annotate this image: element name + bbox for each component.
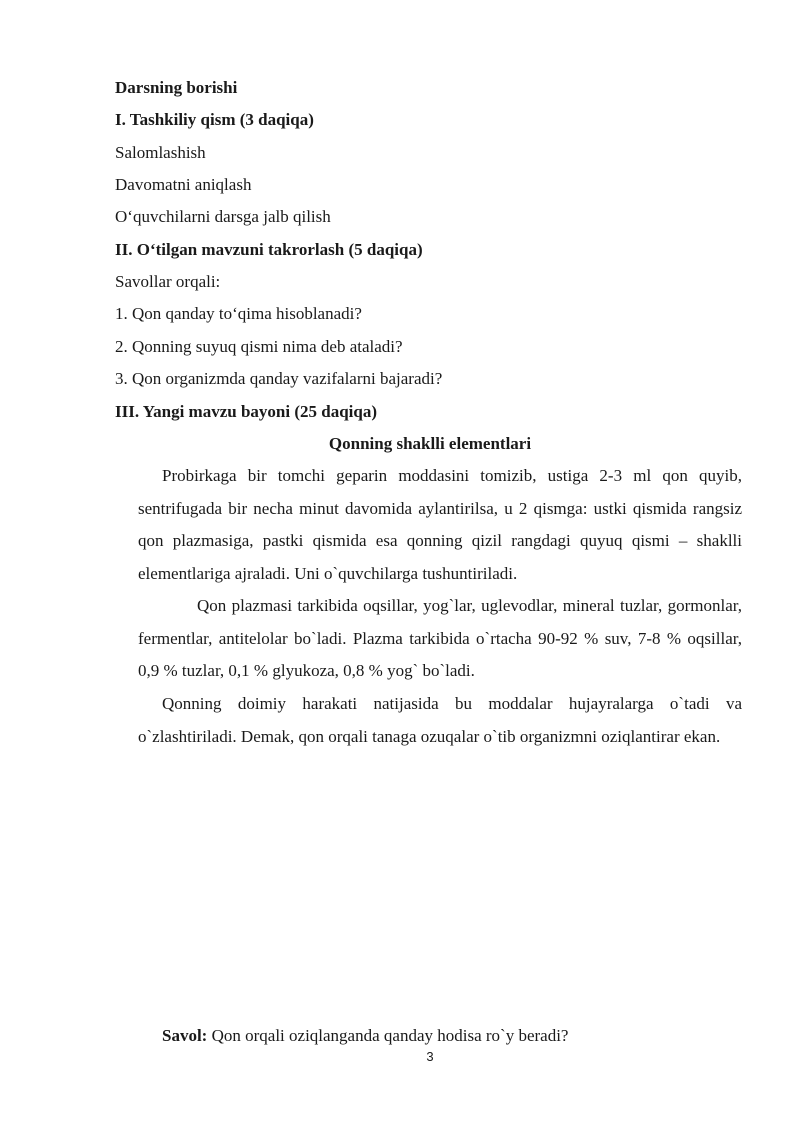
section-3-title: III. Yangi mavzu bayoni (25 daqiqa)	[115, 402, 377, 421]
review-question: 3. Qon organizmda qanday vazifalarni bajaradi?	[115, 369, 443, 388]
question-text: Qon orqali oziqlanganda qanday hodisa ro`y beradi?	[207, 1026, 569, 1045]
lesson-flow-heading: Darsning borishi	[115, 78, 238, 97]
review-question: 2. Qonning suyuq qismi nima deb ataladi?	[115, 337, 403, 356]
section-2-intro: Savollar orqali:	[115, 272, 221, 291]
body-paragraph: Probirkaga bir tomchi geparin moddasini tomizib, ustiga 2-3 ml qon quyib, sentrifugada bir necha minut davomida aylantirilsa, u 2 qismga: ustki qismida rangsiz qon plazmasiga, pastki qismida esa qonning qizil rangdagi quyuq qismi – shaklli elementlariga ajraladi. Uni o`quvchilarga tushuntiriladi.	[138, 466, 742, 583]
question-line	[162, 1026, 568, 1046]
section-1-item: O‘quvchilarni darsga jalb qilish	[115, 207, 331, 226]
question-label: Savol:	[162, 1026, 208, 1045]
body-paragraph: Qonning doimiy harakati natijasida bu moddalar hujayralarga o`tadi va o`zlashtiriladi. Demak, qon orqali tanaga ozuqalar o`tib organizmni oziqlantirar ekan.	[138, 694, 742, 746]
page-number: 3	[426, 1049, 434, 1064]
body-paragraph: Qon plazmasi tarkibida oqsillar, yog`lar, uglevodlar, mineral tuzlar, gormonlar, fermentlar, antitelolar bo`ladi. Plazma tarkibida o`rtacha 90-92 % suv, 7-8 % oqsillar, 0,9 % tuzlar, 0,1 % glyukoza, 0,8 % yog` bo`ladi.	[138, 596, 742, 681]
review-question: 1. Qon qanday to‘qima hisoblanadi?	[115, 304, 362, 323]
section-2-title: II. O‘tilgan mavzuni takrorlash (5 daqiqa)	[115, 240, 423, 259]
section-1-title: I. Tashkiliy qism (3 daqiqa)	[115, 110, 314, 129]
section-1-item: Davomatni aniqlash	[115, 175, 252, 194]
section-1-item: Salomlashish	[115, 143, 206, 162]
topic-title: Qonning shaklli elementlari	[328, 434, 532, 453]
